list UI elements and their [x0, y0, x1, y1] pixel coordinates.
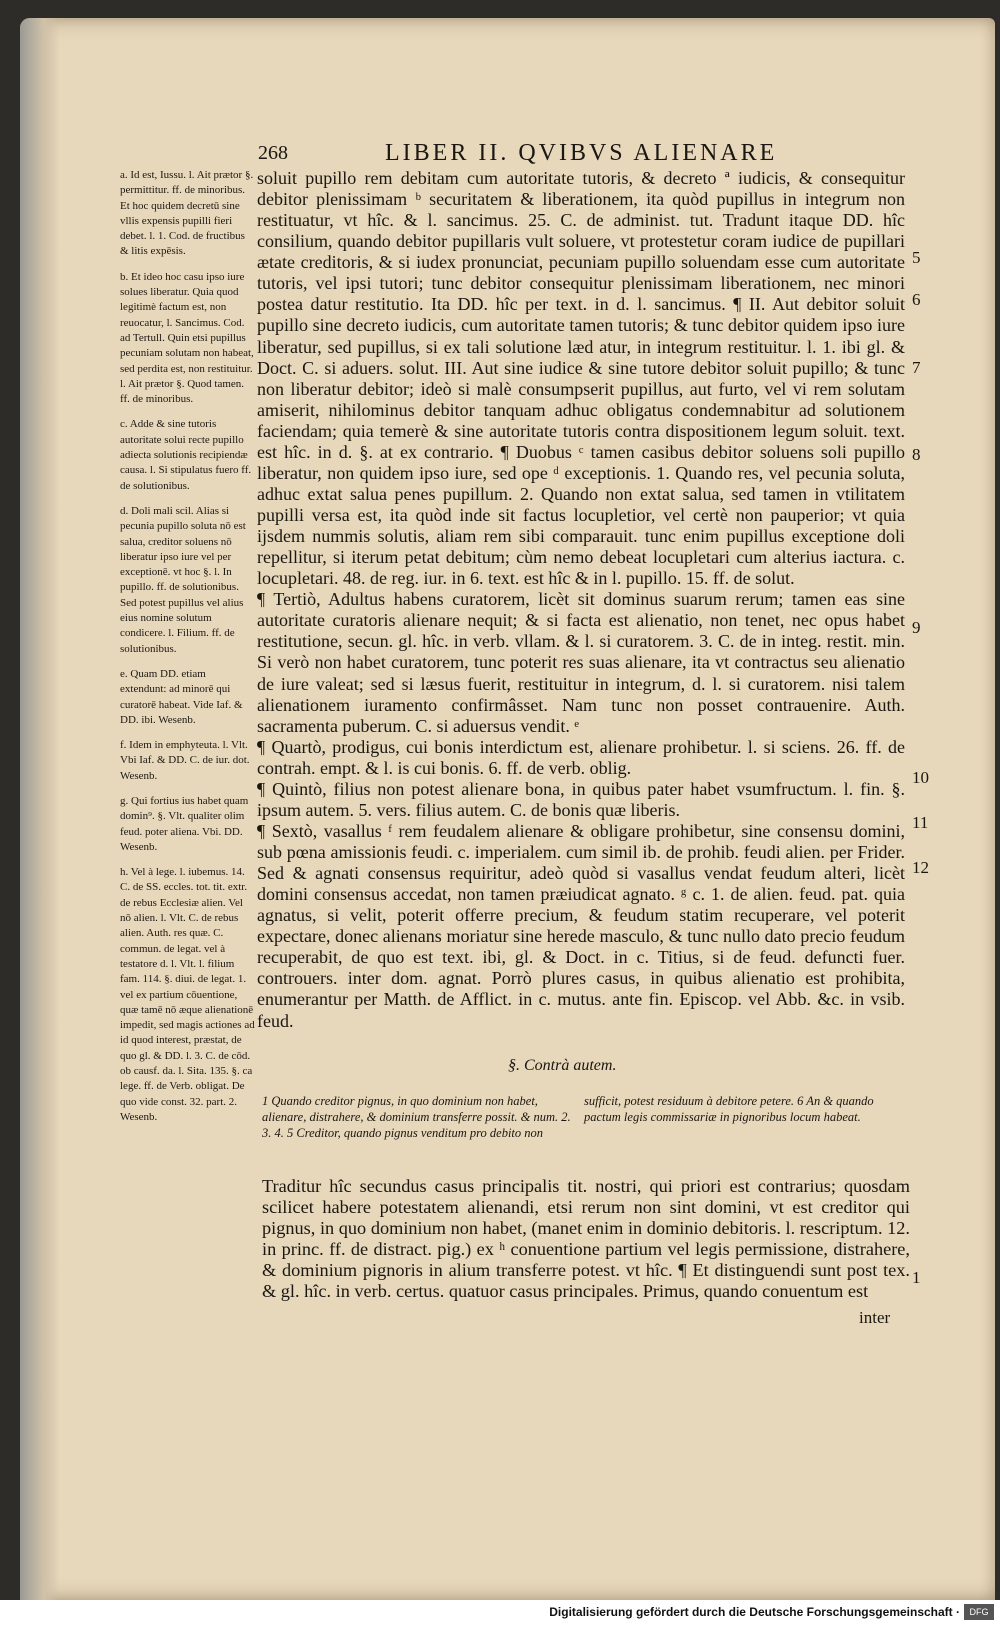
main-text-column — [257, 168, 905, 1032]
summary-column-right: sufficit, potest residuum à debitore petere. 6 An & quando pactum legis commissariæ in pignoribus locum habeat. — [584, 1094, 874, 1124]
page-gutter — [20, 18, 60, 1600]
page-number: 268 — [258, 142, 288, 164]
line-number: 1 — [912, 1268, 921, 1287]
line-number: 5 — [912, 248, 921, 267]
margin-note-e: e. Quam DD. etiam extendunt: ad minorē qui curatorē habeat. Vide Iaf. & DD. ibi. Wesenb. — [120, 667, 243, 726]
margin-note-d: d. Doli mali scil. Alias si pecunia pupillo soluta nō est salua, creditor soluens nō liberatur ipso iure vel per exceptionē. vt hoc §. l. In pupillo. ff. de solutionibus. Sed potest pupillus vel alius eius nomine solutum condicere. l. Filium. ff. de solutionibus. — [120, 504, 246, 655]
line-number: 7 — [912, 358, 921, 377]
margin-notes — [120, 168, 255, 1135]
line-number: 9 — [912, 618, 921, 637]
footer-credit: Digitalisierung gefördert durch die Deutsche Forschungsgemeinschaft · — [549, 1605, 960, 1619]
margin-note-h: h. Vel à lege. l. iubemus. 14. C. de SS. eccles. tot. tit. extr. de rebus Ecclesiæ alien. Vel nō alien. l. Vlt. C. de rebus alien. Auth. res quæ. C. commun. de legat. vel à testatore d. l. Vlt. l. filium fam. 114. §. diui. de legat. 1. vel ex partium cōuentione, quæ tamē nō æque alienationē impedit, sed magis actiones ad id quod interest, præstat, de quo gl. & DD. l. 3. C. de cōd. ob causf. da. l. Sita. 135. §. ca lege. ff. de Verb. obligat. De quo vide const. 32. part. 2. Wesenb. — [120, 866, 255, 1123]
line-number: 12 — [912, 858, 929, 877]
margin-note-g: g. Qui fortius ius habet quam domin⁹. §. Vlt. qualiter olim feud. poter aliena. Vbi. DD. Wesenb. — [120, 794, 249, 853]
running-title: LIBER II. QVIBVS ALIENARE — [385, 140, 778, 166]
digitization-footer — [0, 1600, 1000, 1626]
margin-note-b: b. Et ideo hoc casu ipso iure solues liberatur. Quia quod legitimè factum est, non reuocatur, l. Sancimus. Cod. ad Tertull. Quin etsi pupillus pecuniam solutam non habeat, sed perdita est, non restituitur. l. Ait prætor §. Quod tamen. ff. de minoribus. — [120, 270, 254, 406]
line-number: 10 — [912, 768, 929, 787]
line-number: 8 — [912, 445, 921, 464]
paragraph: soluit pupillo rem debitam cum autoritate tutoris, & decreto ª iudicis, & consequitur debitor plenissimam ᵇ securitatem & liberationem, ita quòd pupillus in integrum non restituatur, vt hîc. & l. sancimus. 25. C. de administ. tut. Tradunt itaque DD. hîc consilium, quando debitor pupillaris vult soluere, vt protestetur coram iudice de pupillari ætate creditoris, & si iudex pronunciat, pecuniam pupillo soluendam esse cum autoritate tutoris, vel ipsi tutori; tunc debitor consequitur plenissimam liberationem, nec minori postea datur restitutio. Ita DD. hîc per text. in d. l. sancimus. ¶ II. Aut debitor soluit pupillo sine decreto iudicis, cum autoritate tamen tutoris; & tunc debitor quidem ipso iure liberatur, sed pupillus, si ex tali solutione læd atur, in integrum restituitur. l. 1. ibi gl. & Doct. C. si aduers. solut. III. Aut sine iudice & sine tutore debitor soluit pupillo; & tunc non liberatur debitor; ideò si malè consumpserit pupillus, aut furto, vel vi rem solutam amiserit, nihilominus debitor tanquam adhuc obligatus condemnabitur ad solutionem faciendam; quia temerè & sine autoritate tutoris contra dispositionem legum soluit. text. est hîc. in d. §. at ex contrario. ¶ Duobus ᶜ tamen casibus debitor soluens soli pupillo liberatur, non quidem ipso iure, sed ope ᵈ exceptionis. 1. Quando res, vel pecunia soluta, adhuc extat salua penes pupillum. 2. Quando non extat salua, sed tamen in vtilitatem pupilli versa est, ita quòd inde sit factus locupletior, vel certè non pauperior; vt quia ijsdem nummis solutis, aliam rem sibi comparauit. tunc enim pupillus exceptione doli repellitur, si iterum petat debitum; cùm nemo debeat locupletari cum alterius iactura. c. locupletari. 48. de reg. iur. in 6. text. est hîc & in l. pupillo. 15. ff. de solut. — [257, 168, 905, 589]
catchword: inter — [859, 1308, 891, 1327]
paragraph: ¶ Tertiò, Adultus habens curatorem, licèt sit dominus suarum rerum; tamen eas sine autoritate curatoris alienare nequit; & si facta est alienatio, non tenet, nec opus habet restitutione, secun. gl. hîc. in verb. vllam. & l. si curatorem. 3. C. de in integ. restit. min. Si verò non habet curatorem, tunc poterit res suas alienare, ita vt contractus seu alienatio de iure valeat; sed si læsus fuerit, restituitur in integrum, d. l. si curatorem. nisi talem alienationem iuramento confirmâsset. Nam tunc non posset contrauenire. Auth. sacramenta puberum. C. si aduersus vendit. ᵉ — [257, 589, 905, 736]
line-number: 11 — [912, 813, 929, 832]
paragraph: ¶ Quartò, prodigus, cui bonis interdictum est, alienare prohibetur. l. si sciens. 26. ff. de contrah. empt. & l. is cui bonis. 6. ff. de verb. oblig. — [257, 736, 905, 778]
line-number: 6 — [912, 290, 921, 309]
page-header — [0, 140, 1000, 170]
margin-note-c: c. Adde & sine tutoris autoritate solui recte pupillo adiecta solutionis recipiendæ causa. l. Si stipulatus fuero ff. de solutionibus. — [120, 418, 252, 492]
paragraph: ¶ Sextò, vasallus ᶠ rem feudalem alienare & obligare prohibetur, sine consensu domini, sub pœna amissionis feudi. c. imperialem. cum simil ib. de prohib. feudi alien. per Frider. Sed & agnati consensus requiritur, adeò quòd si vasallus vendat feudum alteri, licèt domini consensus accedat, non tamen præiudicat agnato. ᵍ c. 1. de alien. feud. pat. quia agnatus, si velit, poterit offerre precium, & feudum statim recuperare, vel poterit expectare, donec alienans moriatur sine herede masculo, & tunc nullo dato precio feudum recuperabit, de quo est text. ibi, gl. & Doct. in c. Titius, si de feud. defuncti fuer. controuers. inter dom. agnat. Porrò plures casus, in quibus alienatio est prohibita, enumerantur per Matth. de Afflict. in c. mutus. ante fin. Episcop. vel Abb. &c. in vsib. feud. — [257, 820, 905, 1031]
dfg-logo-icon: DFG — [964, 1604, 994, 1620]
margin-note-f: f. Idem in emphyteuta. l. Vlt. Vbi Iaf. & DD. C. de iur. dot. Wesenb. — [120, 739, 250, 782]
paragraph: ¶ Quintò, filius non potest alienare bona, in quibus pater habet vsumfructum. l. fin. §. ipsum autem. 5. vers. filius autem. C. de bonis quæ liberis. — [257, 778, 905, 820]
summary-column-left: 1 Quando creditor pignus, in quo dominium non habet, alienare, distrahere, & dominium transferre possit. & num. 2. 3. 4. 5 Creditor, quando pignus venditum pro debito non — [262, 1094, 571, 1140]
section-heading: §. Contrà autem. — [508, 1057, 617, 1074]
margin-note-a: a. Id est, Iussu. l. Ait prætor §. permittitur. ff. de minoribus. Et hoc quidem decretū sine vllis expensis pupilli fieri debet. l. 1. Cod. de fructibus & litis expēsis. — [120, 169, 254, 258]
main-text-continued: Traditur hîc secundus casus principalis tit. nostri, qui priori est contrarius; quosdam scilicet habere potestatem alienandi, etsi rerum non sint domini, vt est creditor qui pignus, in quo dominium non habet, (manet enim in dominio debitoris. l. rescriptum. 12. in princ. ff. de distract. pig.) ex ʰ conuentione partium vel legis permissione, distrahere, & dominium pignoris in alium transferre potest. vt hîc. ¶ Et distinguendi sunt post tex. & gl. hîc. in verb. certus. quatuor casus principales. Primus, quando conuentum est — [262, 1176, 910, 1302]
